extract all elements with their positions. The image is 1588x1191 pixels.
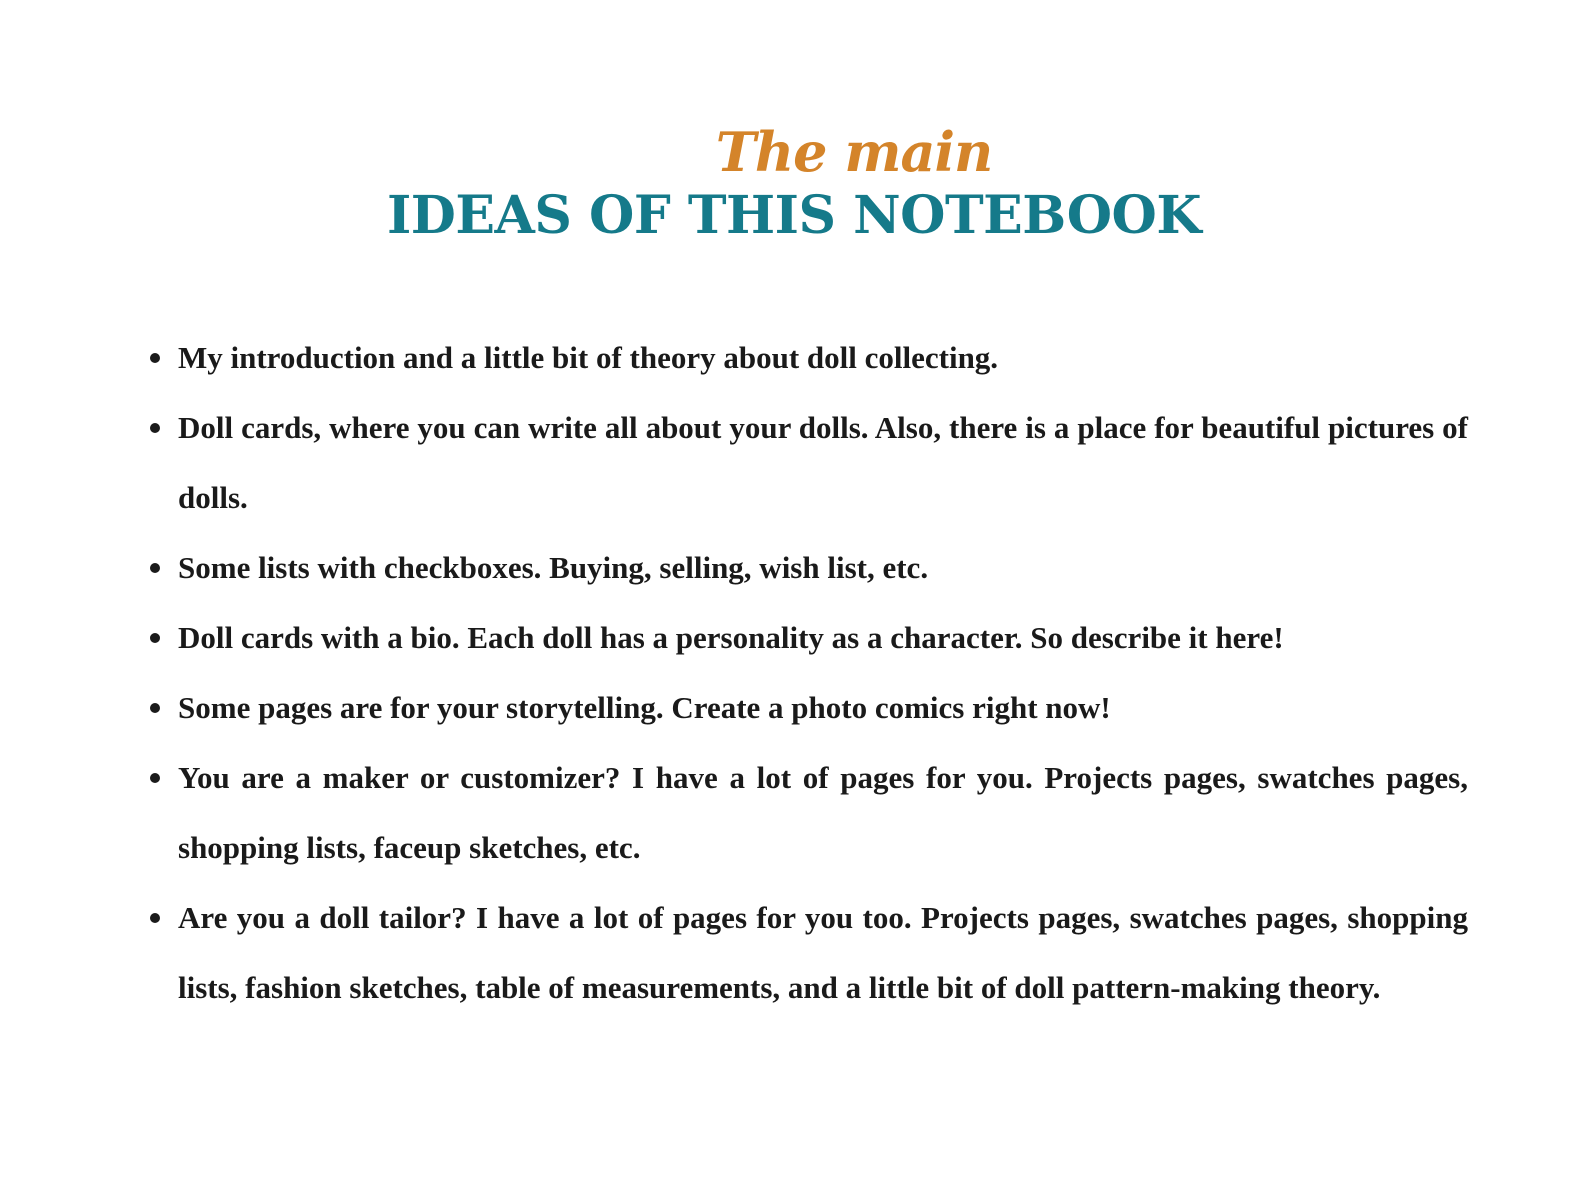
list-item-text: Doll cards with a bio. Each doll has a personality as a character. So describe it here!	[178, 620, 1284, 655]
bullet-icon	[150, 913, 160, 923]
list-item	[150, 323, 1468, 393]
bullet-icon	[150, 703, 160, 713]
list-item	[150, 673, 1468, 743]
list-item-text: Some pages are for your storytelling. Create a photo comics right now!	[178, 690, 1111, 725]
bullet-icon	[150, 423, 160, 433]
bullet-icon	[150, 633, 160, 643]
list-item	[150, 743, 1468, 883]
bullet-icon	[150, 773, 160, 783]
bullet-icon	[150, 353, 160, 363]
list-item	[150, 533, 1468, 603]
script-subtitle: The main	[715, 120, 993, 184]
page-title: IDEAS OF THIS NOTEBOOK	[386, 185, 1202, 246]
list-item	[150, 883, 1468, 1023]
list-item	[150, 603, 1468, 673]
list-item-text: Are you a doll tailor? I have a lot of pages for you too. Projects pages, swatches pages, shopping lists, fashion sketches, table of measurements, and a little bit of doll pattern-making theory.	[178, 900, 1468, 1005]
bullet-icon	[150, 563, 160, 573]
list-item	[150, 393, 1468, 533]
list-item-text: Some lists with checkboxes. Buying, selling, wish list, etc.	[178, 550, 929, 585]
list-item-text: Doll cards, where you can write all about your dolls. Also, there is a place for beautiful pictures of dolls.	[178, 410, 1468, 515]
list-item-text: You are a maker or customizer? I have a lot of pages for you. Projects pages, swatches pages, shopping lists, faceup sketches, etc.	[178, 760, 1468, 865]
ideas-list	[150, 323, 1468, 1023]
page-header	[0, 122, 1588, 246]
list-item-text: My introduction and a little bit of theory about doll collecting.	[178, 340, 999, 375]
